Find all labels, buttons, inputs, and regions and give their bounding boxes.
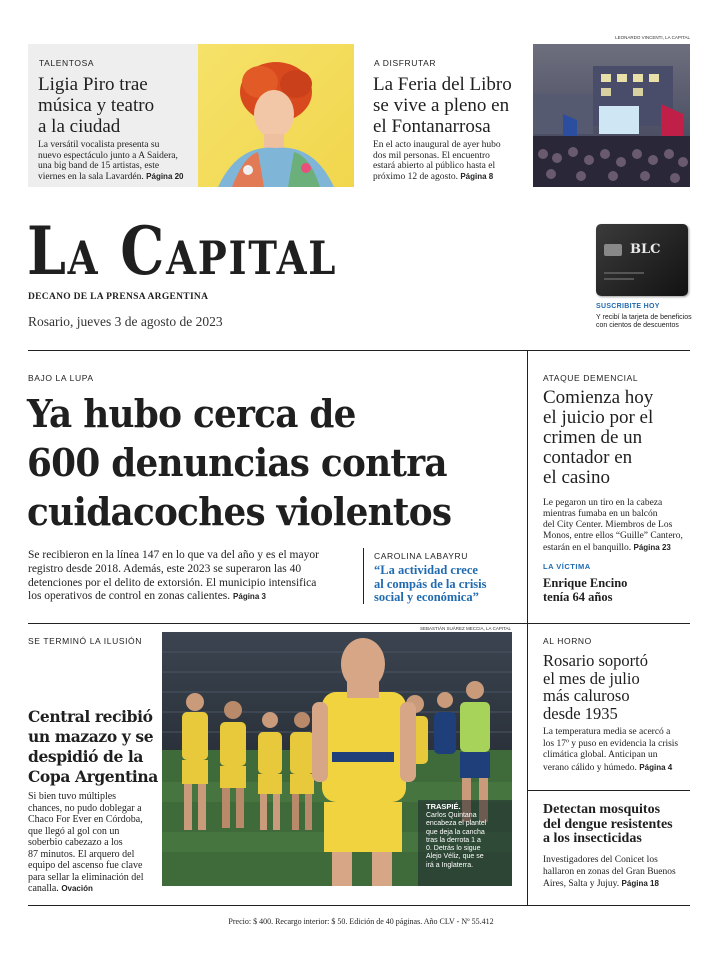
edition-date: Rosario, jueves 3 de agosto de 2023: [28, 314, 223, 329]
weather-kicker: AL HORNO: [543, 636, 592, 646]
weather-body: La temperatura media se acercó a los 17º y puso en evidencia la crisis climática global. Anticipan un verano cálido y húmedo. Página 4: [543, 727, 679, 773]
caption-title: TRASPIÉ.: [426, 802, 461, 811]
divider: [28, 350, 690, 351]
opinion-author: CAROLINA LABAYRU: [374, 551, 468, 561]
footer-price-info: [0, 917, 722, 926]
promo-right[interactable]: [364, 44, 690, 187]
divider: [28, 623, 690, 624]
divider: [363, 548, 364, 604]
promo-left-body: La versátil vocalista presenta su nuevo espectáculo junto a A Saidera, una big band de 15 artistas, este viernes en la sala Lavardén. Página 20: [38, 140, 184, 182]
footer-text: Precio: $ 400. Recargo interior: $ 50. Edición de 40 páginas. Año CLV - Nº 55.412: [228, 917, 494, 926]
dengue-headline[interactable]: Detectan mosquitos del dengue resistentes a los insecticidas: [543, 802, 673, 846]
right-top-kicker: ATAQUE DEMENCIAL: [543, 373, 639, 383]
column-divider: [527, 350, 528, 906]
photo-credit: LEONARDO VINCENTI, LA CAPITAL: [615, 35, 690, 40]
card-promo-text: Y recibí la tarjeta de beneficios con cientos de descuentos: [596, 314, 692, 329]
victim-kicker: LA VÍCTIMA: [543, 562, 591, 571]
sports-kicker: SE TERMINÓ LA ILUSIÓN: [28, 636, 142, 646]
sports-body: Si bien tuvo múltiples chances, no pudo doblegar a Chaco For Ever en Córdoba, que llegó al gol con un soberbio cabezazo a los 87 minutos. El arquero del equipo del ascenso fue clave para sellar la eliminación del canalla. Ovación: [28, 791, 144, 894]
card-line: [604, 272, 644, 274]
divider: [28, 905, 690, 906]
promo-right-body: En el acto inaugural de ayer hubo dos mil personas. El encuentro estará abierto al público hasta el próximo 12 de agosto. Página 8: [373, 140, 501, 182]
card-logo: BLC: [630, 242, 661, 257]
promo-left-kicker: TALENTOSA: [39, 58, 95, 68]
lead-headline[interactable]: Ya hubo cerca de 600 denuncias contra cuidacoches violentos: [27, 392, 452, 535]
opinion-title[interactable]: “La actividad crece al compás de la crisis social y económica”: [374, 563, 487, 604]
dengue-body: Investigadores del Conicet los hallaron en zonas del Gran Buenos Aires, Salta y Jujuy. Página 18: [543, 855, 676, 889]
photo-caption: Carlos Quintana encabeza el plantel que deja la cancha tras la derrota 1 a 0. Detrás lo sigue Alejo Véliz, que se irá a Inglaterra.: [426, 812, 487, 869]
card-line: [604, 278, 634, 280]
lead-kicker: BAJO LA LUPA: [28, 373, 94, 383]
sports-headline[interactable]: Central recibió un mazazo y se despidió de la Copa Argentina: [28, 707, 158, 786]
subscribe-cta[interactable]: SUSCRIBITE HOY: [596, 303, 660, 310]
central-team-photo[interactable]: [162, 632, 512, 886]
victim-text[interactable]: Enrique Encino tenía 64 años: [543, 576, 628, 604]
card-chip: [604, 244, 622, 256]
benefits-card-image[interactable]: [596, 224, 688, 296]
masthead-tagline: DECANO DE LA PRENSA ARGENTINA: [28, 292, 209, 302]
sports-photo-credit: SEBASTIÁN SUÁREZ MECCIA, LA CAPITAL: [420, 626, 511, 631]
masthead-title[interactable]: La Capital: [27, 212, 338, 290]
weather-headline[interactable]: Rosario soportó el mes de julio más caluroso desde 1935: [543, 651, 648, 723]
promo-right-kicker: A DISFRUTAR: [374, 58, 437, 68]
promo-right-headline[interactable]: La Feria del Libro se vive a pleno en el Fontanarrosa: [373, 74, 512, 137]
right-top-headline[interactable]: Comienza hoy el juicio por el crimen de un contador en el casino: [543, 387, 654, 488]
book-fair-photo: [533, 44, 690, 187]
lead-body: Se recibieron en la línea 147 en lo que va del año y es el mayor registro desde 2018. Además, este 2023 se superaron las 40 detenciones por el delito de extorsión. El municipio intensifica los operativos de control en zonas calientes. Página 3: [28, 549, 319, 603]
promo-left[interactable]: [28, 44, 354, 187]
promo-left-headline[interactable]: Ligia Piro trae música y teatro a la ciudad: [38, 74, 155, 137]
divider: [527, 790, 690, 791]
right-top-body: Le pegaron un tiro en la cabeza mientras fumaba en un balcón del City Center. Miembros de Los Monos, entre ellos “Guille” Cantero, estarán en el banquillo. Página 23: [543, 498, 683, 553]
ligia-piro-photo: [198, 44, 354, 187]
